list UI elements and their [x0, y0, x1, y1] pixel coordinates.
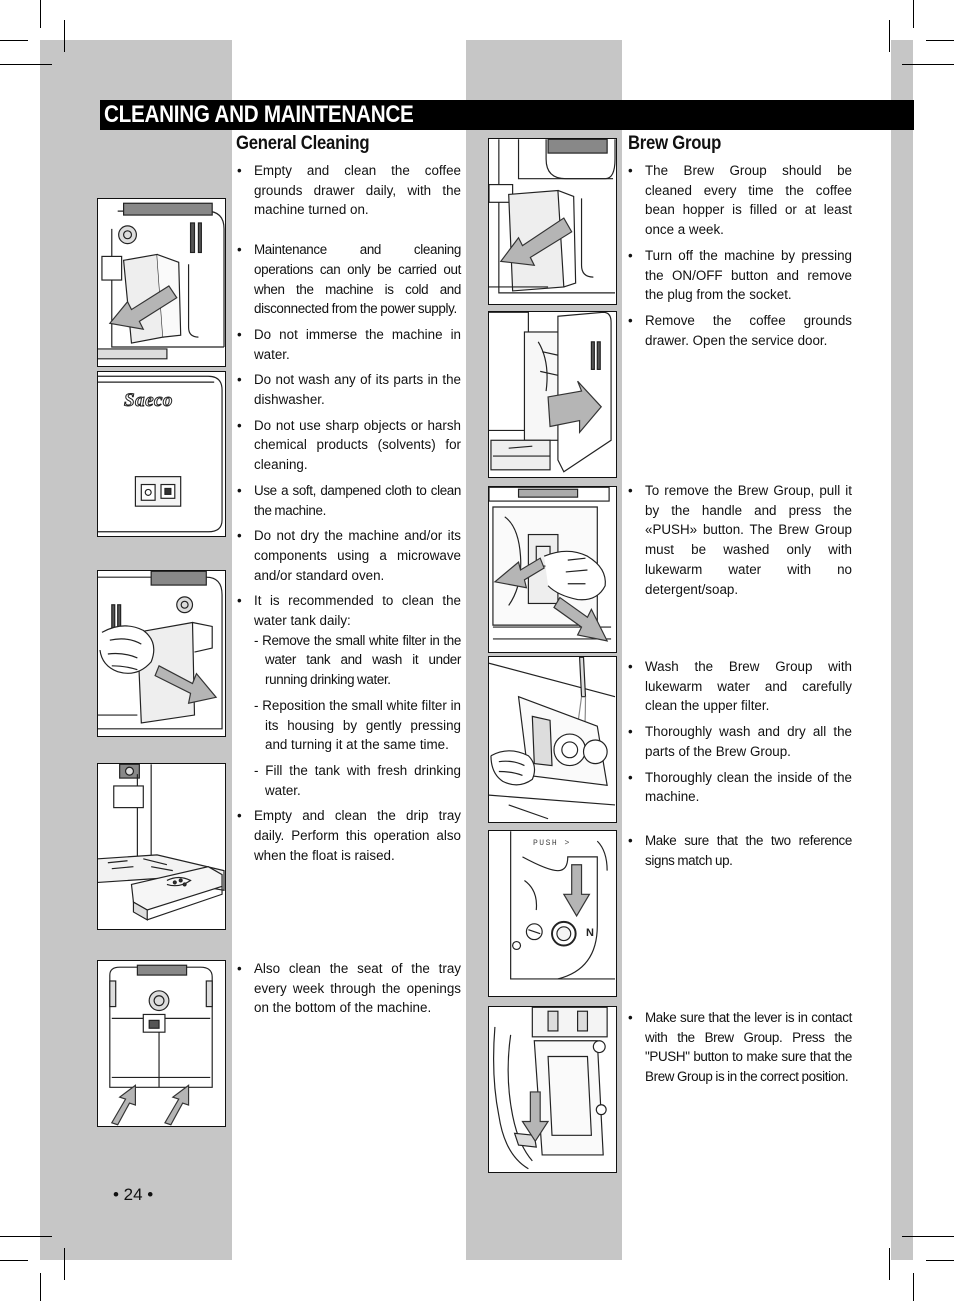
list-item: • Make sure that the two reference signs match up.: [627, 831, 852, 870]
list-item: • Maintenance and cleaning operations can only be carried out when the machine is cold and disconnected from the power supply.: [236, 240, 461, 319]
brew-group-heading: Brew Group: [628, 133, 722, 154]
general-cleaning-heading: General Cleaning: [236, 133, 370, 154]
page-number: • 24 •: [113, 1185, 154, 1204]
list-item: • Do not immerse the machine in water.: [236, 325, 461, 364]
list-item: • Also clean the seat of the tray every week through the openings on the bottom of the machine.: [236, 959, 461, 1018]
right-gray-band: [891, 40, 913, 1260]
list-item: • Do not wash any of its parts in the dishwasher.: [236, 370, 461, 409]
sub-item: - Reposition the small white filter in its housing by gently pressing and turning it at the same time.: [254, 697, 461, 753]
brew-group-list: [627, 161, 852, 356]
list-item: • Remove the coffee grounds drawer. Open the service door.: [627, 311, 852, 350]
page-title: CLEANING AND MAINTENANCE: [104, 101, 414, 128]
fig-reference-signs: [488, 830, 617, 997]
list-item: • Make sure that the lever is in contact with the Brew Group. Press the "PUSH" button to make sure that the Brew Group is in the correct position.: [627, 1008, 852, 1087]
fig-lever-contact: [488, 1006, 617, 1173]
push-label: PUSH >: [533, 839, 571, 848]
list-item: • It is recommended to clean the water tank daily:: [236, 591, 461, 630]
fig-drip-tray: [97, 763, 226, 930]
fig-machine-side-logo: [97, 371, 226, 537]
general-cleaning-list: [236, 161, 461, 872]
list-item: • Turn off the machine by pressing the ON/OFF button and remove the plug from the socket.: [627, 246, 852, 305]
fig-wash-brew-group: [488, 656, 617, 823]
fig-brew-remove-drawer: [488, 138, 617, 305]
fig-open-service-door: [488, 311, 617, 478]
list-item: • Empty and clean the coffee grounds drawer daily, with the machine turned on.: [236, 161, 461, 220]
fig-remove-grounds-drawer: [97, 198, 226, 367]
list-item: • The Brew Group should be cleaned every time the coffee bean hopper is filled or at least once a week.: [627, 161, 852, 240]
sub-item: - Remove the small white filter in the water tank and wash it under running drinking water.: [254, 632, 461, 688]
list-item: • Do not dry the machine and/or its components using a microwave and/or standard oven.: [236, 526, 461, 585]
list-item: • Thoroughly clean the inside of the machine.: [627, 768, 852, 807]
list-item: • Empty and clean the drip tray daily. Perform this operation also when the float is raised.: [236, 806, 461, 865]
sub-item: - Fill the tank with fresh drinking water.: [254, 762, 461, 798]
list-item: • Use a soft, dampened cloth to clean the machine.: [236, 481, 461, 520]
list-item: • Wash the Brew Group with lukewarm water and carefully clean the upper filter.: [627, 657, 852, 716]
fig-remove-water-tank: [97, 570, 226, 737]
reference-letter: N: [586, 927, 594, 939]
list-item: • To remove the Brew Group, pull it by the handle and press the «PUSH» button. The Brew Group must be washed only with lukewarm water with no detergent/soap.: [627, 481, 852, 599]
saeco-logo: Saeco: [124, 390, 173, 411]
list-item: • Do not use sharp objects or harsh chemical products (solvents) for cleaning.: [236, 416, 461, 475]
tray-seat-text: [236, 959, 461, 1024]
lever-text: [627, 1008, 852, 1093]
brew-wash-list: [627, 657, 852, 813]
fig-pull-brew-group: [488, 486, 617, 653]
fig-tray-seat-openings: [97, 960, 226, 1127]
list-item: • Thoroughly wash and dry all the parts of the Brew Group.: [627, 722, 852, 761]
brew-remove-text: [627, 481, 852, 605]
reference-signs-text: [627, 831, 852, 876]
